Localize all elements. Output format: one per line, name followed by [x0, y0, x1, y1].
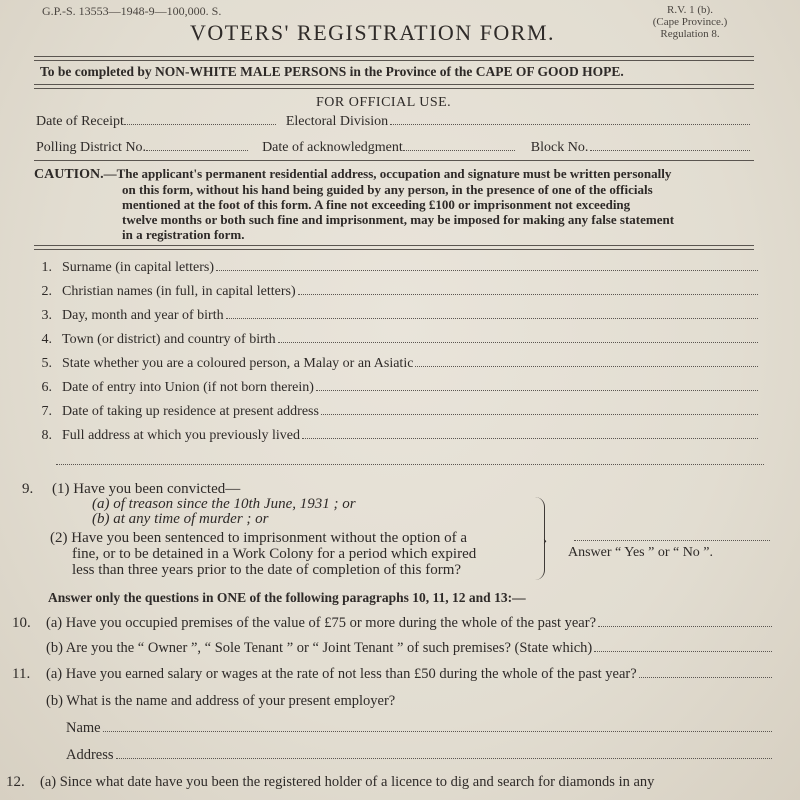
employer-name-row	[66, 720, 772, 737]
question-7	[32, 404, 758, 420]
question-2	[32, 284, 758, 300]
date-of-receipt-label: Date of Receipt	[36, 114, 124, 129]
electoral-division-field[interactable]	[390, 123, 750, 125]
date-ack-label: Date of acknowledgment	[262, 140, 403, 155]
question-number: 4.	[41, 332, 52, 347]
rv-line: Regulation 8.	[660, 28, 720, 40]
question-number: 2.	[41, 284, 52, 299]
caution-line: on this form, without his hand being guided by any person, in the presence of one of the officials	[122, 182, 653, 197]
regulation-reference	[640, 4, 740, 40]
question-text: Surname (in capital letters)	[62, 260, 214, 275]
polling-district-label: Polling District No.	[36, 140, 147, 155]
divider	[34, 84, 754, 89]
caution-block	[34, 166, 764, 242]
caution-line: in a registration form.	[122, 227, 245, 242]
question-4	[32, 332, 758, 348]
question-text: Date of entry into Union (if not born therein)	[62, 380, 314, 395]
question-number: 3.	[41, 308, 52, 323]
caution-line: —The applicant's permanent residential address, occupation and signature must be written personally	[103, 166, 672, 181]
question-10-b	[46, 640, 772, 657]
question-8	[32, 428, 758, 444]
question-11-number: 11.	[12, 666, 31, 682]
print-reference: G.P.-S. 13553—1948-9—100,000. S.	[42, 4, 222, 18]
question-11-b: (b) What is the name and address of your present employer?	[46, 693, 396, 709]
employer-name-field[interactable]	[103, 730, 772, 732]
employer-name-label: Name	[66, 720, 101, 736]
caution-label: CAUTION.	[34, 167, 104, 182]
question-number: 1.	[41, 260, 52, 275]
question-9-line: less than three years prior to the date of completion of this form?	[72, 562, 462, 578]
question-text: State whether you are a coloured person, a Malay or an Asiatic	[62, 356, 414, 371]
question-6	[32, 380, 758, 396]
salary-field[interactable]	[639, 676, 772, 678]
question-number: 5.	[41, 356, 52, 371]
block-no-field[interactable]	[590, 149, 750, 151]
question-number: 6.	[41, 380, 52, 395]
official-use-heading: FOR OFFICIAL USE.	[316, 95, 452, 110]
question-text: Full address at which you previously lived	[62, 428, 300, 443]
question-3	[32, 308, 758, 324]
divider	[34, 245, 754, 250]
birth-place-field[interactable]	[278, 341, 758, 343]
previous-address-field[interactable]	[302, 437, 758, 439]
question-9-line: fine, or to be detained in a Work Colony for a period which expired	[72, 546, 477, 562]
question-9-answer-hint: Answer “ Yes ” or “ No ”.	[568, 545, 714, 560]
form-title: VOTERS' REGISTRATION FORM.	[190, 20, 556, 45]
rv-line: R.V. 1 (b).	[667, 4, 713, 16]
tenancy-status-field[interactable]	[594, 650, 772, 652]
question-9-part-1: (1) Have you been convicted—	[52, 481, 241, 497]
question-text: Town (or district) and country of birth	[62, 332, 276, 347]
brace-point: ›	[543, 533, 547, 547]
caution-line: twelve months or both such fine and imprisonment, may be imposed for making any false statement	[122, 212, 675, 227]
divider	[34, 56, 754, 61]
question-10-number: 10.	[12, 615, 31, 631]
question-1	[32, 260, 758, 276]
residence-date-field[interactable]	[321, 413, 758, 415]
question-9-line: (2) Have you been sentenced to imprisonment without the option of a	[50, 530, 467, 546]
employer-address-row	[66, 747, 772, 764]
birth-date-field[interactable]	[226, 317, 758, 319]
classification-field[interactable]	[415, 365, 758, 367]
employer-address-label: Address	[66, 747, 114, 763]
question-9-item-a: (a) of treason since the 10th June, 1931 ; or	[92, 496, 356, 512]
question-text: (b) Are you the “ Owner ”, “ Sole Tenant ” or “ Joint Tenant ” of such premises? (State which)	[46, 640, 593, 656]
official-row-1	[36, 114, 750, 130]
premises-value-field[interactable]	[598, 625, 772, 627]
question-text: (a) Have you earned salary or wages at the rate of not less than £50 during the whole of the past year?	[46, 666, 637, 682]
question-9-item-b: (b) at any time of murder ; or	[92, 511, 269, 527]
official-row-2	[36, 140, 750, 156]
block-no-label: Block No.	[530, 140, 589, 155]
question-5	[32, 356, 758, 372]
form-subtitle: To be completed by NON-WHITE MALE PERSONS in the Province of the CAPE OF GOOD HOPE.	[40, 64, 624, 79]
question-12-number: 12.	[6, 774, 25, 790]
previous-address-field-line-2[interactable]	[56, 464, 764, 465]
question-10-a	[46, 615, 772, 632]
surname-field[interactable]	[216, 269, 758, 271]
question-9-answer-field[interactable]	[574, 540, 770, 541]
question-text: Date of taking up residence at present address	[62, 404, 319, 419]
polling-district-field[interactable]	[146, 150, 248, 151]
employer-address-field[interactable]	[116, 757, 772, 759]
date-of-receipt-field[interactable]	[124, 124, 276, 125]
electoral-division-label: Electoral Division	[285, 114, 389, 129]
question-number: 7.	[41, 404, 52, 419]
question-9-part-2	[50, 530, 476, 578]
question-text: Christian names (in full, in capital letters)	[62, 284, 296, 299]
question-number: 8.	[41, 428, 52, 443]
section-instruction: Answer only the questions in ONE of the following paragraphs 10, 11, 12 and 13:—	[48, 590, 526, 605]
entry-date-field[interactable]	[316, 389, 758, 391]
question-11-a	[46, 666, 772, 683]
question-text: Day, month and year of birth	[62, 308, 224, 323]
caution-line: mentioned at the foot of this form. A fine not exceeding £100 or imprisonment not exceeding	[122, 197, 631, 212]
rv-line: (Cape Province.)	[652, 16, 728, 28]
question-12-a: (a) Since what date have you been the registered holder of a licence to dig and search for diamonds in any	[40, 774, 655, 790]
question-9-number: 9.	[22, 481, 34, 497]
question-text: (a) Have you occupied premises of the value of £75 or more during the whole of the past year?	[46, 615, 597, 631]
christian-names-field[interactable]	[298, 293, 758, 295]
divider	[34, 160, 754, 161]
date-ack-field[interactable]	[403, 150, 515, 151]
